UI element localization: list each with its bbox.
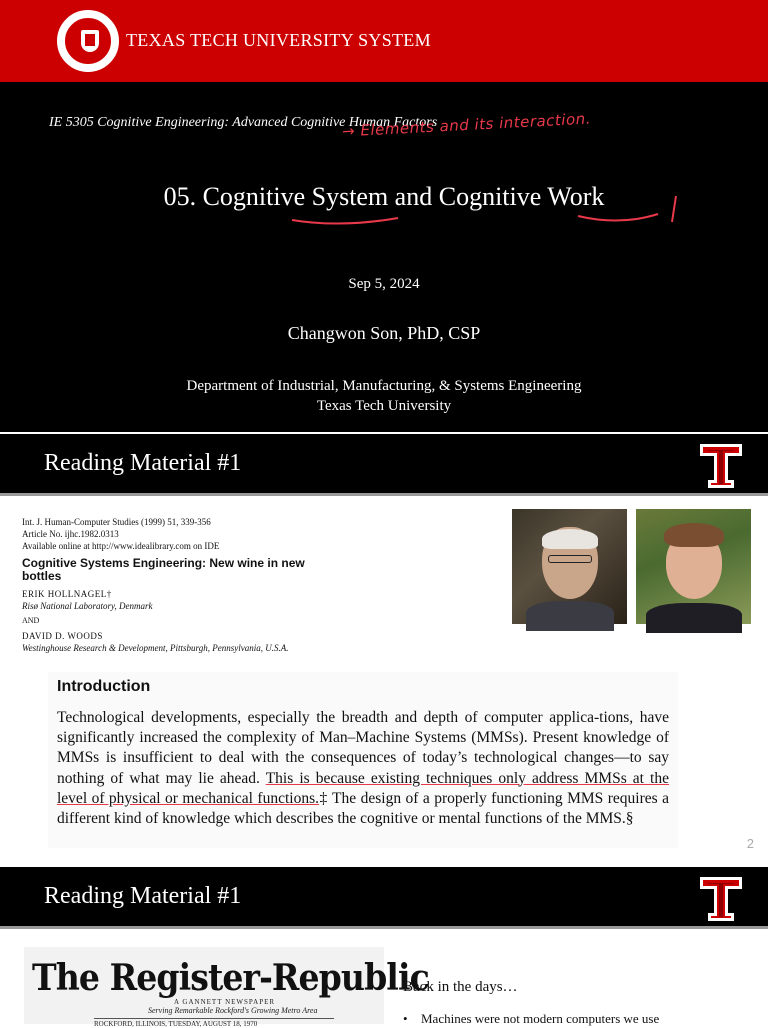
paper-affiliation-1: Risø National Laboratory, Denmark (22, 601, 153, 611)
lecture-title: 05. Cognitive System and Cognitive Work (163, 182, 605, 211)
bullet-text: Machines were not modern computers we use (421, 1011, 660, 1026)
online-availability: Available online at http://www.idealibrary.com on IDE (22, 541, 220, 551)
newspaper-date: ROCKFORD, ILLINOIS, TUESDAY, AUGUST 18, 1970 (94, 1018, 334, 1028)
paper-author-1: ERIK HOLLNAGEL† (22, 589, 112, 599)
newspaper-clipping (24, 947, 429, 1028)
author-name: Changwon Son, PhD, CSP (287, 323, 481, 343)
slide-title: Reading Material #1 (44, 883, 242, 909)
university-name: Texas Tech University (316, 398, 452, 414)
bullet-item: • Machines were not modern computers we use (403, 1011, 660, 1026)
lecture-date: Sep 5, 2024 (348, 276, 420, 292)
title-slide (0, 0, 768, 432)
double-t-logo-icon (698, 440, 744, 490)
slide-header (0, 0, 768, 82)
introduction-excerpt (48, 672, 678, 848)
author-photo-hollnagel (512, 509, 627, 624)
journal-line: Int. J. Human-Computer Studies (1999) 51, 339-356 (22, 517, 211, 527)
paper-title: Cognitive Systems Engineering: New wine in new bottles (22, 556, 305, 583)
paper-author-2: DAVID D. WOODS (22, 631, 103, 641)
paper-affiliation-2: Westinghouse Research & Development, Pittsburgh, Pennsylvania, U.S.A. (22, 643, 289, 653)
intro-underlined-text: This is because existing techniques only address MMSs at the level of physical or mechanical functions. (57, 769, 669, 807)
double-t-logo-icon (698, 873, 744, 923)
slide-title: Reading Material #1 (44, 450, 242, 476)
newspaper-subtitle: A GANNETT NEWSPAPER (174, 998, 276, 1006)
course-name: IE 5305 Cognitive Engineering: Advanced Cognitive Human Factors (49, 115, 438, 130)
intro-text-part2: ‡ The design of a properly functioning MMS requires a different kind of knowledge which describes the cognitive or mental functions of the MMS.§ (57, 789, 669, 828)
back-in-the-days: Back in the days… (403, 979, 518, 995)
newspaper-tagline: Serving Remarkable Rockford's Growing Metro Area (148, 1006, 318, 1015)
department (0, 376, 768, 416)
introduction-paragraph (57, 708, 669, 829)
intro-text-part1: Technological developments, especially the breadth and depth of computer applica-tions, have significantly increased the complexity of Man–Machine Systems (MMSs). Present knowledge of MMSs is insufficient to deal with the consequences of today’s technological changes—to say nothing of what may lie ahead. (57, 709, 669, 787)
introduction-heading: Introduction (57, 678, 151, 695)
slide-title-bar (0, 867, 768, 929)
paper-header (22, 516, 322, 653)
reading-slide-2 (0, 867, 768, 1028)
handwritten-annotation: → Elements and its interaction. (341, 109, 592, 141)
slide-title-bar (0, 434, 768, 496)
paper-and: AND (22, 616, 40, 625)
article-number: Article No. ijhc.1982.0313 (22, 529, 119, 539)
university-seal-icon (57, 10, 119, 72)
system-name: TEXAS TECH UNIVERSITY SYSTEM (126, 30, 431, 50)
author-photo-woods (636, 509, 751, 624)
newspaper-masthead: The Register-Republic (32, 957, 429, 999)
page-number: 2 (746, 836, 754, 851)
reading-slide (0, 434, 768, 866)
department-name: Department of Industrial, Manufacturing, & Systems Engineering (186, 378, 582, 394)
